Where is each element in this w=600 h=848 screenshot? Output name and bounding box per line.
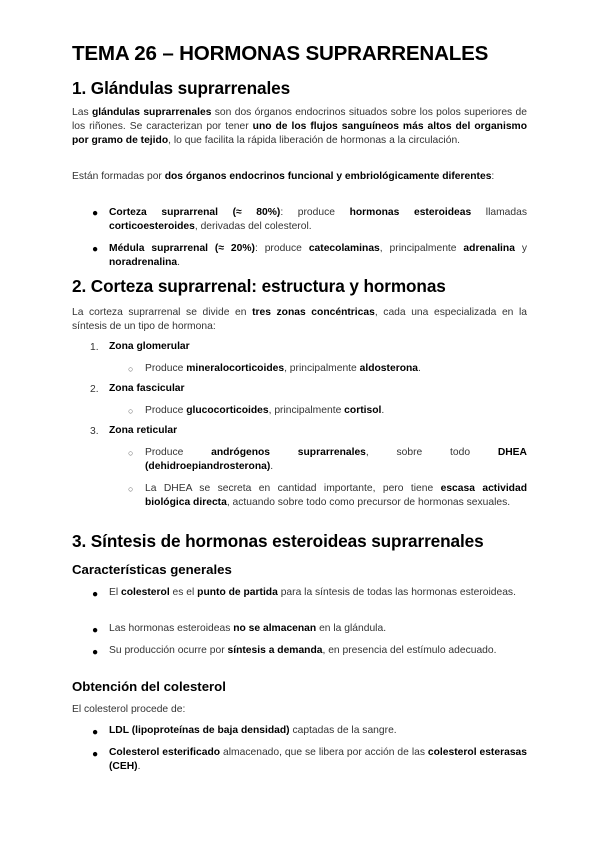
section-1-paragraph-1: Las glándulas suprarrenales son dos órganos endocrinos situados sobre los polos superiores de los riñones. Se caracterizan por tener uno de los flujos sanguíneos más altos del organismo por gramo de tejido, lo que facilita la rápida liberación de hormonas a la circulación. — [72, 107, 527, 147]
bullet-marker: ● — [92, 749, 99, 760]
list-number: 3. — [90, 426, 99, 437]
subsection-heading: Obtención del colesterol — [72, 679, 226, 694]
list-item: Su producción ocurre por síntesis a demanda, en presencia del estímulo adecuado. — [109, 645, 497, 656]
list-item: La DHEA se secreta en cantidad importante, pero tiene escasa actividad biológica directa, actuando sobre todo como precursor de hormonas sexuales. — [145, 483, 527, 509]
list-item: Produce mineralocorticoides, principalmente aldosterona. — [145, 363, 421, 374]
zone-label: Zona glomerular — [109, 341, 190, 352]
section-1-paragraph-2: Están formadas por dos órganos endocrinos funcional y embriológicamente diferentes: — [72, 171, 495, 182]
circle-marker: ○ — [128, 364, 134, 374]
section-1-heading: 1. Glándulas suprarrenales — [72, 78, 291, 98]
section-3-paragraph: El colesterol procede de: — [72, 704, 186, 715]
bullet-marker: ● — [92, 244, 99, 255]
list-number: 2. — [90, 384, 99, 395]
list-item: Produce glucocorticoides, principalmente cortisol. — [145, 405, 385, 416]
section-2-paragraph-1: La corteza suprarrenal se divide en tres zonas concéntricas, cada una especializada en la síntesis de un tipo de hormona: — [72, 307, 528, 333]
section-2-heading: 2. Corteza suprarrenal: estructura y hormonas — [72, 276, 446, 296]
subsection-heading: Características generales — [72, 562, 232, 577]
circle-marker: ○ — [128, 484, 134, 494]
section-3-heading: 3. Síntesis de hormonas esteroideas suprarrenales — [72, 531, 484, 551]
list-item: Colesterol esterificado almacenado, que se libera por acción de las colesterol esterasas (CEH). — [109, 747, 528, 773]
zone-label: Zona fascicular — [109, 383, 185, 394]
list-item: El colesterol es el punto de partida para la síntesis de todas las hormonas esteroideas. — [109, 587, 516, 598]
page-title: TEMA 26 – HORMONAS SUPRARRENALES — [72, 42, 489, 65]
bullet-marker: ● — [92, 647, 99, 658]
list-item: LDL (lipoproteínas de baja densidad) captadas de la sangre. — [109, 725, 397, 736]
circle-marker: ○ — [128, 406, 134, 416]
list-item: Corteza suprarrenal (≈ 80%): produce hormonas esteroideas llamadas corticoesteroides, derivadas del colesterol. — [109, 207, 528, 233]
list-number: 1. — [90, 342, 99, 353]
bullet-marker: ● — [92, 727, 99, 738]
bullet-marker: ● — [92, 208, 99, 219]
list-item: Produce andrógenos suprarrenales, sobre todo DHEA (dehidroepiandrosterona). — [145, 447, 527, 473]
zone-label: Zona reticular — [109, 425, 178, 436]
list-item: Las hormonas esteroideas no se almacenan en la glándula. — [109, 623, 387, 634]
list-item: Médula suprarrenal (≈ 20%): produce catecolaminas, principalmente adrenalina y noradrenalina. — [109, 243, 527, 269]
circle-marker: ○ — [128, 448, 134, 458]
bullet-marker: ● — [92, 625, 99, 636]
bullet-marker: ● — [92, 589, 99, 600]
